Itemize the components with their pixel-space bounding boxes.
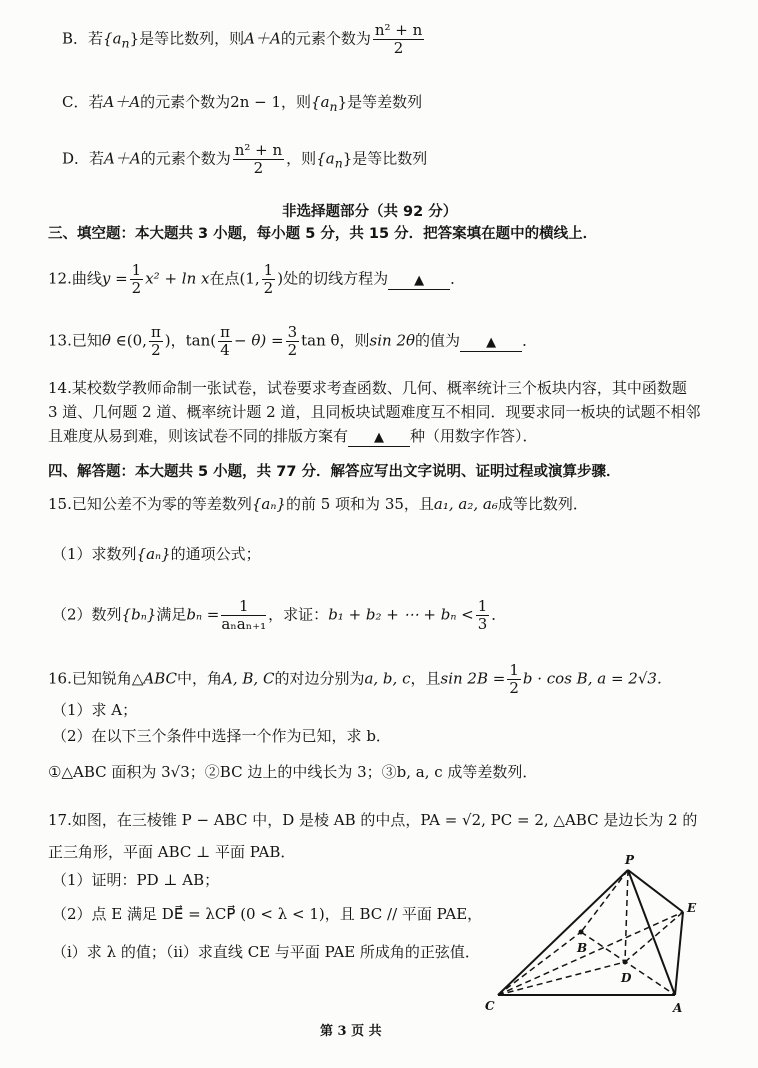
question-13: 13.已知θ ∈(0, $\frac{\pi}{2}$ )，tan( $\frac{\pi}{4}$ − θ) = $\frac{3}{2}$ tan θ，则sin 2θ的值为 ▲ ． (48, 323, 538, 359)
edge-ce (498, 912, 683, 995)
question-12: 12.曲线y = $\frac{1}{2}$ x² + ln x在点(1, $\frac{1}{2}$ )处的切线方程为 ▲ ． (48, 261, 466, 297)
edge-cb (498, 932, 581, 995)
question-17-part-2-sub: （ⅰ）求 λ 的值；（ⅱ）求直线 CE 与平面 PAE 所成角的正弦值． (52, 943, 480, 961)
question-15-part-1: （1）求数列{aₙ}的通项公式； (52, 545, 261, 563)
question-17-line-1: 17.如图，在三棱锥 P − ABC 中，D 是棱 AB 的中点，PA = √2, PC = 2, △ABC 是边长为 2 的 (48, 811, 698, 829)
pyramid-figure (483, 850, 703, 1020)
option-b: B．若$\{a_n\}$是等比数列，则A＋A的元素个数为 $\frac{\text{n² + n}}{2}$ (62, 21, 423, 57)
question-14-line-2: 3 道、几何题 2 道、概率统计题 2 道，且同板块试题难度互不相同．现要求同一板块的试题不相邻 (48, 403, 701, 421)
question-16: 16.已知锐角△ABC中，角A, B, C的对边分别为a, b, c，且sin 2B = $\frac{1}{2}$ b · cos B, a = 2√3． (48, 661, 672, 697)
edge-pc (498, 870, 628, 995)
edge-ba (581, 932, 675, 995)
question-17-part-2: （2）点 E 满足 DE⃗ = λCP⃗ (0 < λ < 1)，且 BC // 平面 PAE， (52, 905, 483, 923)
question-15-part-2: （2）数列{bₙ}满足bₙ = $\frac{1}{\text{aₙaₙ₊₁}}$ ，求证：b₁ + b₂ + ⋯ + bₙ < $\frac{1}{3}$ ． (52, 597, 507, 633)
answer-blank: ▲ (348, 430, 410, 447)
part-3-heading: 三、填空题：本大题共 3 小题，每小题 5 分，共 15 分．把答案填在题中的横线上． (48, 226, 598, 242)
edge-pb (581, 870, 628, 932)
question-17-part-1: （1）证明：PD ⊥ AB； (52, 871, 220, 889)
answer-blank: ▲ (460, 335, 522, 352)
edge-ea (675, 912, 683, 995)
question-16-conditions: ①△ABC 面积为 3√3；②BC 边上的中线长为 3；③b, a, c 成等差数列． (48, 763, 538, 781)
question-14-line-3: 且难度从易到难，则该试卷不同的排版方案有 ▲ 种（用数字作答）． (48, 427, 538, 445)
point-b (579, 930, 584, 935)
edge-pd (625, 870, 628, 962)
answer-blank: ▲ (388, 273, 450, 290)
edge-cd (498, 962, 625, 995)
question-14-line-1: 14.某校数学教师命制一张试卷，试卷要求考查函数、几何、概率统计三个板块内容，其中函数题 (48, 379, 687, 397)
option-c: C．若A＋A的元素个数为2n − 1，则$\{a_n\}$是等差数列 (62, 93, 423, 114)
question-16-part-2: （2）在以下三个条件中选择一个作为已知，求 b． (52, 727, 391, 745)
label-b: B (577, 941, 588, 955)
page-footer: 第 3 页 共 (320, 1024, 382, 1039)
label-p: P (625, 853, 635, 867)
label-d: D (621, 971, 632, 985)
section-title: 非选择题部分（共 92 分） (282, 204, 458, 220)
label-c: C (485, 999, 495, 1013)
point-d (623, 960, 628, 965)
question-17-line-2: 正三角形，平面 ABC ⊥ 平面 PAB． (48, 843, 296, 861)
question-16-part-1: （1）求 A； (52, 701, 138, 719)
label-a: A (673, 1001, 683, 1015)
label-e: E (687, 901, 697, 915)
question-15: 15.已知公差不为零的等差数列{aₙ}的前 5 项和为 35，且a₁, a₂, a₆成等比数列． (48, 495, 588, 513)
part-4-heading: 四、解答题：本大题共 5 小题，共 77 分．解答应写出文字说明、证明过程或演算步骤． (48, 464, 621, 480)
option-d: D．若A＋A的元素个数为 $\frac{\text{n² + n}}{2}$ ，则$\{a_n\}$是等比数列 (62, 141, 428, 177)
